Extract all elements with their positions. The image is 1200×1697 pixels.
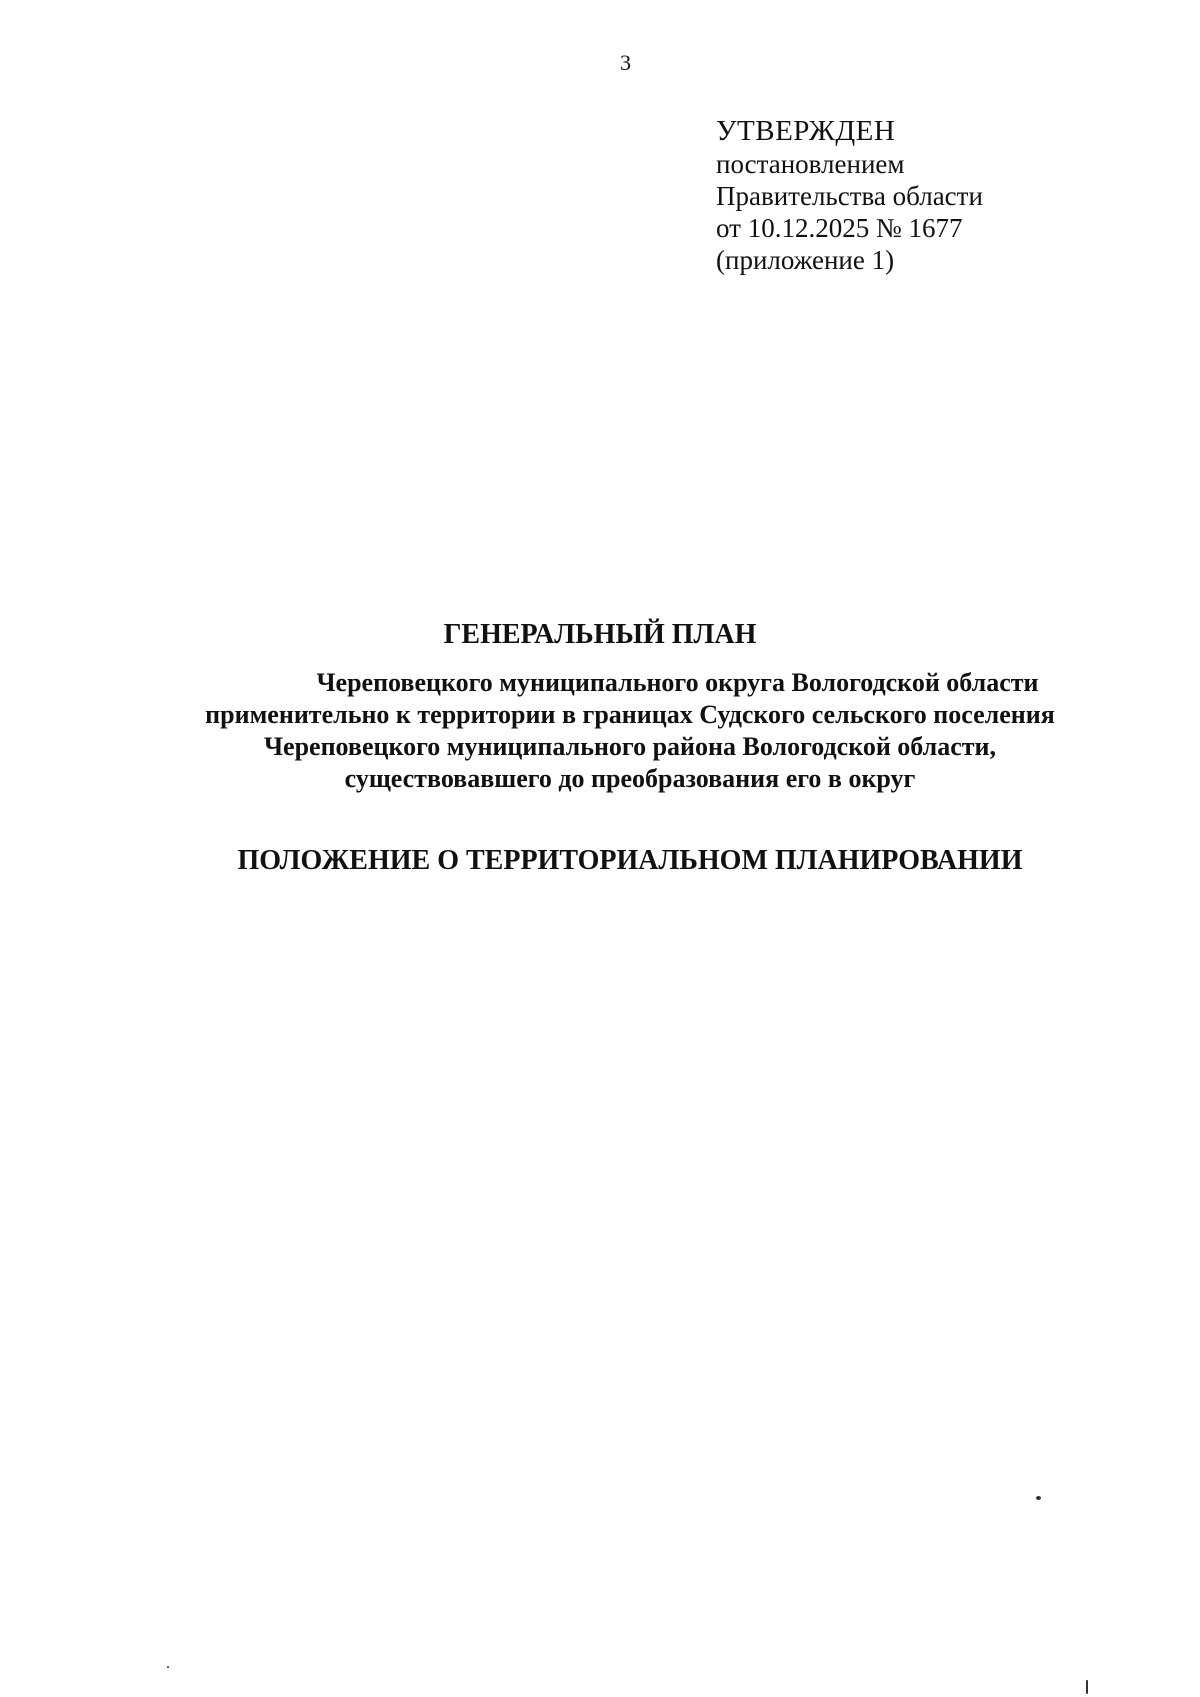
subtitle-line: Череповецкого муниципального округа Вологодской области — [316, 668, 1039, 697]
document-title: ГЕНЕРАЛЬНЫЙ ПЛАН — [443, 619, 757, 650]
document-subtitle — [0, 667, 1200, 795]
scan-speck — [167, 1666, 169, 1668]
approval-status: УТВЕРЖДЕН — [716, 115, 896, 147]
scan-speck — [1086, 1680, 1088, 1694]
approval-line-resolution: постановлением — [716, 149, 905, 179]
page-number: 3 — [620, 50, 631, 75]
approval-stamp-block — [716, 114, 1156, 276]
approval-line-date-number: от 10.12.2025 № 1677 — [716, 213, 963, 243]
subtitle-line: существовавшего до преобразования его в округ — [344, 764, 916, 793]
scan-speck — [1036, 1496, 1041, 1500]
approval-line-appendix: (приложение 1) — [716, 245, 895, 275]
approval-line-government: Правительства области — [716, 181, 983, 211]
subtitle-line: применительно к территории в границах Судского сельского поселения — [205, 700, 1055, 729]
section-title: ПОЛОЖЕНИЕ О ТЕРРИТОРИАЛЬНОМ ПЛАНИРОВАНИИ — [237, 845, 1023, 876]
subtitle-line: Череповецкого муниципального района Вологодской области, — [263, 732, 997, 761]
